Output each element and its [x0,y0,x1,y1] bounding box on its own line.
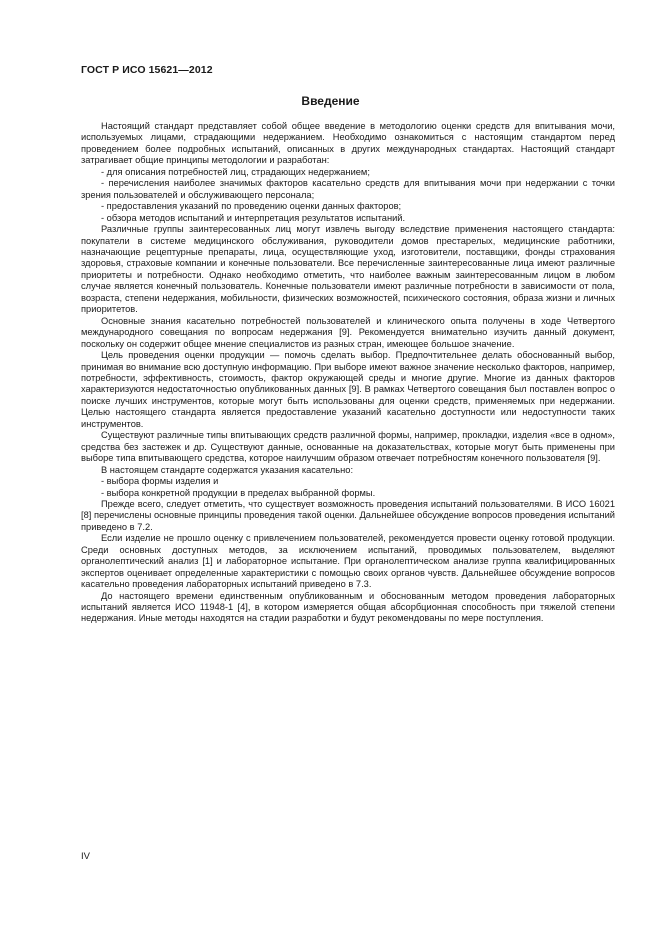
paragraph: Цель проведения оценки продукции — помочь сделать выбор. Предпочтительнее делать обоснованный выбор, принимая во внимание всю доступную информацию. При выборе имеют важное значение несколько факторов, например, потребности, эффективность, стоимость, фактор окружающей среды и многие другие. Многие из данных факторов характеризуются недостаточностью опубликованных данных [9]. В рамках Четвертого совещания был поставлен вопрос о поиске лучших инструментов, которые могут быть использованы для оценки средств, применяемых при недержании. Целью настоящего стандарта является предоставление указаний касательно доступности или недоступности таких инструментов. [81,350,615,429]
section-title: Введение [301,94,360,108]
list-item: - предоставления указаний по проведению оценки данных факторов; [101,201,402,212]
list-item: - выбора конкретной продукции в пределах выбранной формы. [101,487,376,498]
paragraph: До настоящего времени единственным опубликованным и обоснованным методом проведения лабораторных испытаний является ИСО 11948-1 [4], в котором измеряется общая абсорбционная способность при тяжелой степени недержания. Иные методы находятся на стадии разработки и будут рекомендованы по мере поступления. [81,590,615,624]
paragraph: Различные группы заинтересованных лиц могут извлечь выгоду вследствие применения настоящего стандарта: покупатели в системе медицинского обслуживания, руководители домов престарелых, медицинские работники, назначающие рецептурные препараты, лица, осуществляющие уход, изготовители, поставщики, фонды страхования здоровья, страховые компании и конечные пользователи. Все перечисленные заинтересованные лица имеют различные приоритеты и потребности. Однако необходимо отметить, что наиболее важным заинтересованным лицом в любом случае является конечный пользователь. Конечные пользователи имеют различные потребности в зависимости от пола, возраста, степени недержания, мобильности, физических возможностей, психического состояния, образа жизни и личных приоритетов. [81,224,615,315]
list-item: - для описания потребностей лиц, страдающих недержанием; [101,166,370,177]
list-item: - выбора формы изделия и [101,476,219,487]
paragraph: Основные знания касательно потребностей пользователей и клинического опыта получены в ходе Четвертого международного совещания по вопросам недержания [9]. Рекомендуется внимательно изучить данный документ, поскольку он содержит общее мнение специалистов из разных стран, имеющее большое значение. [81,315,615,349]
paragraph: Если изделие не прошло оценку с привлечением пользователей, рекомендуется провести оценку готовой продукции. Среди основных доступных методов, за исключением испытаний, проводимых пользователем, выделяют органолептический анализ [1] и лабораторное испытание. При органолептическом анализе группа квалифицированных экспертов оценивает определенные характеристики с помощью своих органов чувств. Дальнейшее обсуждение вопросов касательно проведения лабораторных испытаний приведено в 7.3. [81,533,615,590]
list-item: - перечисления наиболее значимых факторов касательно средств для впитывания мочи при недержании с точки зрения пользователей и обслуживающего персонала; [81,178,615,200]
list-item: - обзора методов испытаний и интерпретация результатов испытаний. [101,212,406,223]
paragraph: Прежде всего, следует отметить, что существует возможность проведения испытаний пользователями. В ИСО 16021 [8] перечислены основные принципы проведения такой оценки. Дальнейшее обсуждение вопросов проведения испытаний приведено в 7.2. [81,498,615,532]
paragraph: Настоящий стандарт представляет собой общее введение в методологию оценки средств для впитывания мочи, используемых лицами, страдающими недержанием. Необходимо ознакомиться с настоящим стандартом перед проведением более подробных испытаний, описанных в других международных стандартах. Настоящий стандарт затрагивает общие принципы методологии и разработан: [81,121,615,166]
page-number: IV [81,851,90,862]
body-text [81,121,615,625]
document-header: ГОСТ Р ИСО 15621—2012 [81,64,213,76]
paragraph: Существуют различные типы впитывающих средств различной формы, например, прокладки, изделия «все в одном», средства без застежек и др. Существуют данные, основанные на доказательствах, которые могут быть применены при выборе типа впитывающего средства, которое наилучшим образом отвечает потребностям конечного пользователя [9]. [81,430,615,464]
paragraph: В настоящем стандарте содержатся указания касательно: [101,464,354,475]
